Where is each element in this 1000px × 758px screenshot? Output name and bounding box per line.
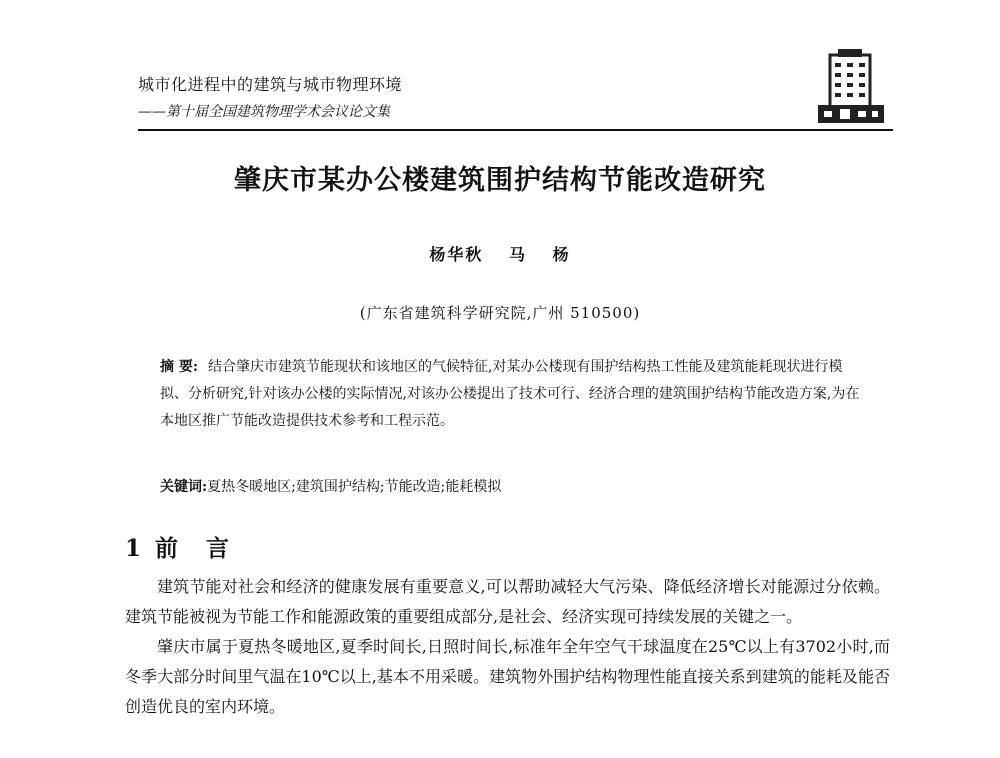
header-series-title: 城市化进程中的建筑与城市物理环境 [138, 75, 403, 94]
section-number: 1 [125, 535, 142, 562]
abstract-label: 摘 要: [160, 359, 199, 375]
building-logo-icon [810, 45, 892, 127]
paper-authors: 杨华秋 马 杨 [429, 245, 571, 264]
running-header [138, 72, 898, 121]
body-text [125, 572, 890, 722]
header-rule [138, 129, 893, 131]
header-proceedings-title: ——第十届全国建筑物理学术会议论文集 [138, 104, 390, 120]
abstract-text: 结合肇庆市建筑节能现状和该地区的气候特征,对某办公楼现有围护结构热工性能及建筑能耗现状进行模拟、分析研究,针对该办公楼的实际情况,对该办公楼提出了技术可行、经济合理的建筑围护结构节能改造方案,为在本地区推广节能改造提供技术参考和工程示范。 [160, 359, 860, 429]
keywords-label: 关键词: [160, 479, 208, 495]
section-title: 前 言 [155, 535, 240, 562]
abstract [160, 354, 860, 435]
author-affiliation: (广东省建筑科学研究院,广州 510500) [359, 304, 641, 322]
keywords-text: 夏热冬暖地区;建筑围护结构;节能改造;能耗模拟 [207, 479, 502, 495]
body-paragraph: 肇庆市属于夏热冬暖地区,夏季时间长,日照时间长,标准年全年空气干球温度在25℃以上有3702小时,而冬季大部分时间里气温在10℃以上,基本不用采暖。建筑物外围护结构物理性能直接关系到建筑的能耗及能否创造优良的室内环境。 [125, 637, 890, 716]
keywords [160, 476, 860, 496]
body-paragraph: 建筑节能对社会和经济的健康发展有重要意义,可以帮助减轻大气污染、降低经济增长对能源过分依赖。建筑节能被视为节能工作和能源政策的重要组成部分,是社会、经济实现可持续发展的关键之一。 [125, 577, 890, 626]
paper-title: 肇庆市某办公楼建筑围护结构节能改造研究 [234, 165, 766, 196]
section-heading-introduction [125, 530, 239, 563]
